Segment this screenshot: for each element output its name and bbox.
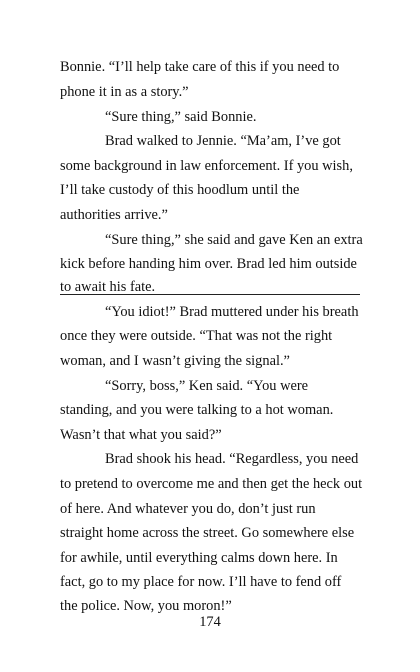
text-line: woman, and I wasn’t giving the signal.”: [60, 353, 290, 369]
text-line: to await his fate.: [60, 279, 156, 295]
text-line: kick before handing him over. Brad led him outside: [60, 256, 357, 272]
text-line: fact, go to my place for now. I’ll have to fend off: [60, 574, 342, 590]
text-line: of here. And whatever you do, don’t just run: [60, 501, 316, 517]
text-line: “Sure thing,” said Bonnie.: [105, 109, 257, 125]
page-number: 174: [199, 614, 221, 630]
text-line: once they were outside. “That was not the right: [60, 328, 333, 344]
text-line: “You idiot!” Brad muttered under his breath: [105, 304, 359, 320]
text-line: the police. Now, you moron!”: [60, 598, 232, 614]
text-line: to pretend to overcome me and then get the heck out: [60, 476, 363, 492]
text-line: Brad shook his head. “Regardless, you need: [105, 451, 359, 467]
text-line: I’ll take custody of this hoodlum until the: [60, 182, 300, 198]
text-line: authorities arrive.”: [60, 207, 168, 223]
text-line: straight home across the street. Go somewhere else: [60, 525, 355, 541]
text-line: “Sorry, boss,” Ken said. “You were: [105, 378, 309, 394]
text-line: phone it in as a story.”: [60, 84, 189, 100]
text-line: for awhile, until everything calms down here. In: [60, 550, 338, 566]
text-line: some background in law enforcement. If you wish,: [60, 158, 353, 174]
text-line: standing, and you were talking to a hot woman.: [60, 402, 334, 418]
scene-break-rule: [60, 294, 360, 295]
text-line: “Sure thing,” she said and gave Ken an extra: [105, 232, 363, 248]
text-line: Bonnie. “I’ll help take care of this if you need to: [60, 59, 340, 75]
text-line: Wasn’t that what you said?”: [60, 427, 222, 443]
text-line: Brad walked to Jennie. “Ma’am, I’ve got: [105, 133, 341, 149]
